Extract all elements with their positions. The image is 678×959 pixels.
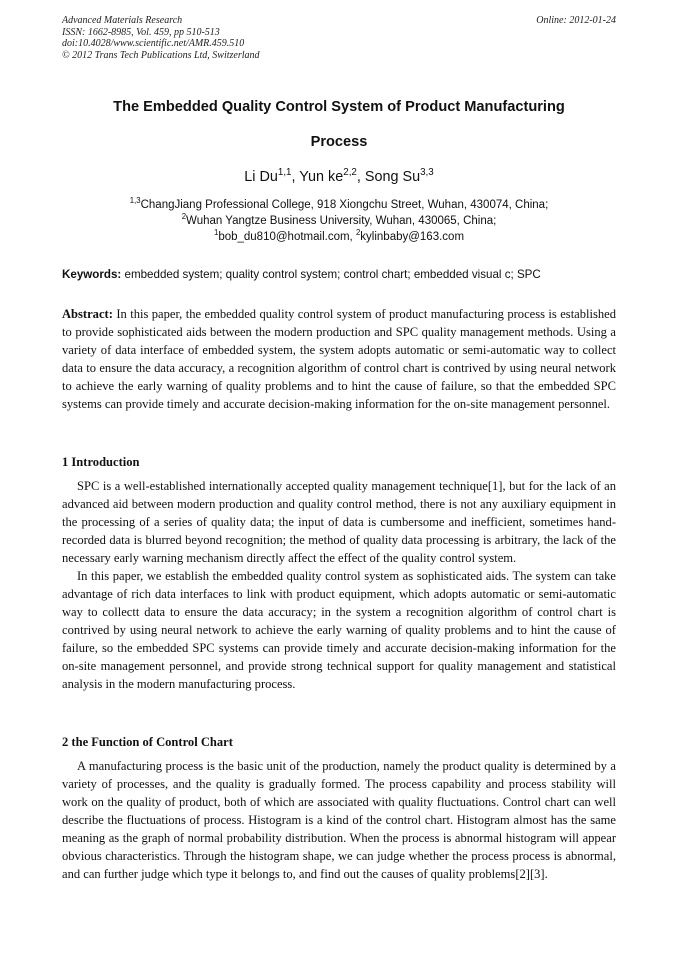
affiliations [62, 197, 616, 245]
affiliation-2-text: Wuhan Yangtze Business University, Wuhan, 430065, China; [186, 215, 497, 227]
affiliation-1-sup: 1,3 [129, 196, 141, 206]
author-list [62, 166, 616, 188]
section-2-paragraph-1: A manufacturing process is the basic unit of the production, namely the product quality is determined by a variety of processes, and the quality is gradually formed. The process capability and process stability will work on the quality of product, both of which are associated with quality fluctuations. Control chart can well describe the fluctuations of process. Histogram is a kind of the control chart. Histogram almost has the same meaning as the graph of normal probability distribution. When the process is abnormal histogram will appear obvious characteristics. Through the histogram shape, we can judge whether the process process is abnormal, and can further judge which type it belongs to, and find out the causes of quality problems[2][3]. [62, 759, 616, 881]
section-1-paragraph-1: SPC is a well-established internationally accepted quality management technique[1], but for the lack of an advanced aid between modern production and quality control method, there is not any auxiliary equipment in the processing of a series of quality data; the input of data is cumbersome and inefficient, sometimes hand-recorded data is blurred beyond recognition; the method of quality data processing is arbitrary, the lack of the necessary early warning mechanism directly affect the effect of the quality control system. [62, 479, 616, 565]
paper-title [62, 90, 616, 160]
journal-header [62, 15, 616, 61]
paper-title-line-2: Process [310, 134, 368, 150]
section-control-chart [62, 733, 616, 883]
affiliation-2-sup: 2 [181, 212, 187, 222]
section-1-paragraph-2: In this paper, we establish the embedded quality control system as sophisticated aids. The system can take advantage of rich data interfaces to link with product equipment, which adopts automatic or semi-automatic way to collectt data to ensure the data accuracy; in the system a recognition algorithm of control chart is contrived by using neural network to achieve the early warning of quality problems and to hint the cause of failure, so the embedded SPC systems can provide timely and accurate decision-making information for the on-site management personnel, and provide strong technical support for quality management and statistical analysis in the modern manufacturing process. [62, 569, 616, 691]
keywords-label: Keywords: [62, 268, 122, 281]
email-2-sup: 2 [355, 228, 361, 238]
section-2-heading: 2 the Function of Control Chart [62, 735, 233, 749]
online-date: Online: 2012-01-24 [536, 15, 616, 26]
affiliation-2 [62, 213, 616, 229]
author-sep: , [291, 169, 300, 185]
author-name: Yun ke [299, 169, 344, 185]
section-introduction [62, 453, 616, 693]
email-1: bob_du810@hotmail.com, [218, 231, 356, 243]
author-sup: 1,1 [277, 167, 292, 179]
affiliation-1-text: ChangJiang Professional College, 918 Xiongchu Street, Wuhan, 430074, China; [140, 199, 549, 211]
abstract-text: In this paper, the embedded quality control system of product manufacturing process is established to provide sophisticated aids between the modern production and SPC quality management methods. Using a variety of data interface of embedded system, the system adopts automatic or semi-automatic way to collect data to ensure the data accuracy, a recognition algorithm of control chart is contrived by using neural network to achieve the early warning of quality problems and to hint the cause of failure, so that the embedded SPC systems can provide timely and accurate decision-making information for the on-site management personnel. [62, 307, 616, 411]
affiliation-1 [62, 197, 616, 213]
journal-doi: doi:10.4028/www.scientific.net/AMR.459.510 [62, 38, 245, 49]
abstract-label: Abstract: [62, 307, 113, 321]
email-1-sup: 1 [213, 228, 219, 238]
author-name: Li Du [244, 169, 278, 185]
journal-issn: ISSN: 1662-8985, Vol. 459, pp 510-513 [62, 26, 220, 38]
author-sup: 3,3 [420, 167, 434, 179]
author-name: Song Su [364, 169, 421, 185]
abstract [62, 305, 616, 413]
author-sup: 2,2 [343, 167, 357, 179]
journal-name: Advanced Materials Research [62, 15, 183, 26]
keywords [62, 267, 616, 283]
keywords-text: embedded system; quality control system; control chart; embedded visual c; SPC [121, 268, 541, 281]
email-2: kylinbaby@163.com [360, 231, 465, 243]
author-emails [62, 229, 616, 245]
section-1-heading: 1 Introduction [62, 455, 140, 469]
journal-copyright: © 2012 Trans Tech Publications Ltd, Switzerland [62, 49, 260, 61]
author-sep: , [356, 169, 365, 185]
paper-title-line-1: The Embedded Quality Control System of Product Manufacturing [113, 99, 565, 115]
